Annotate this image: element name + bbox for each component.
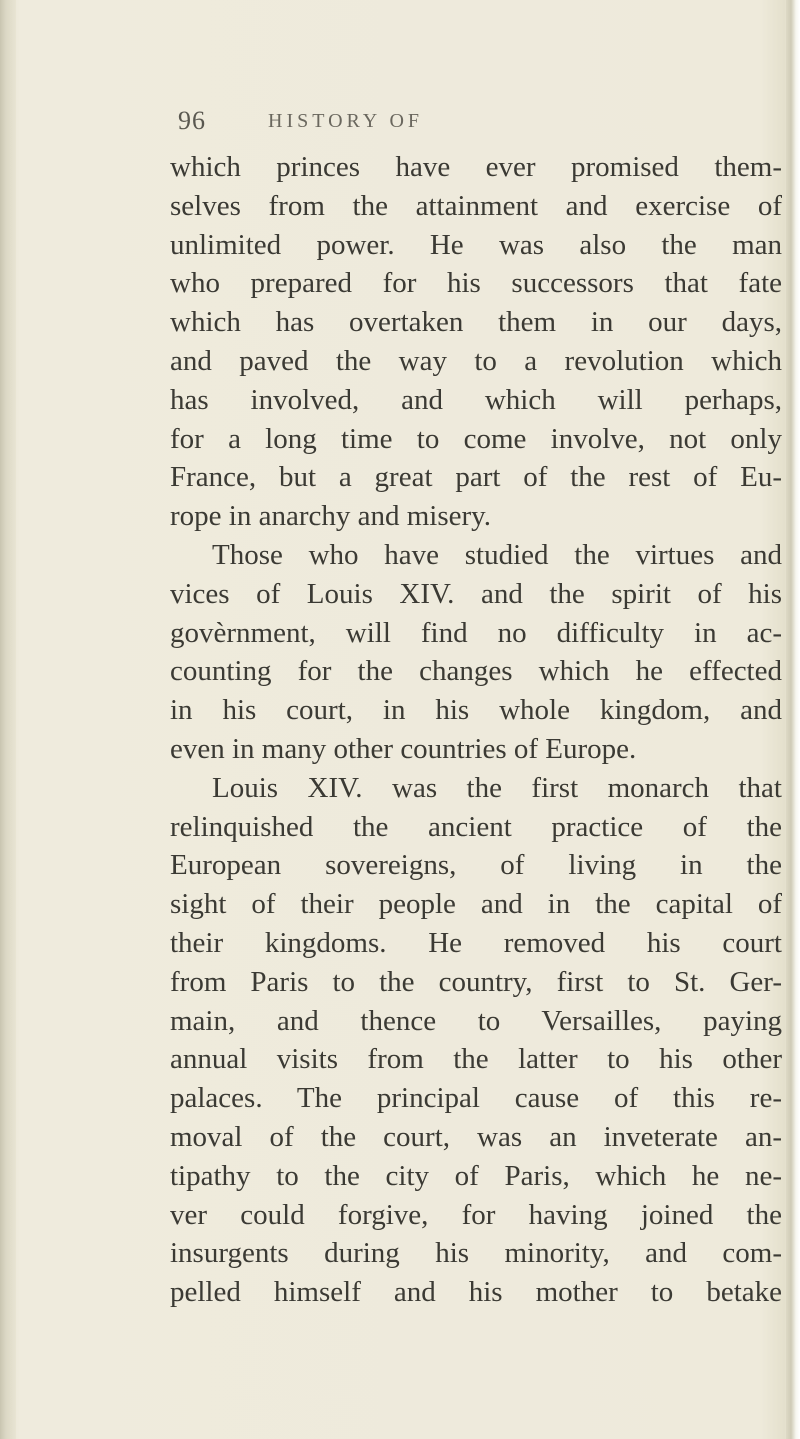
paragraph-start-line: Louis XIV. was the first monarch that — [212, 771, 782, 804]
text-line: has involved, and which will perhaps, — [170, 383, 782, 416]
text-line: from Paris to the country, first to St. Ger- — [170, 965, 782, 998]
text-line: France, but a great part of the rest of Eu- — [170, 461, 782, 494]
text-line: selves from the attainment and exercise of — [170, 189, 782, 222]
text-line: vices of Louis XIV. and the spirit of his — [170, 577, 782, 610]
body-text — [170, 148, 782, 1312]
text-line: tipathy to the city of Paris, which he ne- — [170, 1159, 782, 1192]
text-line: govèrnment, will find no difficulty in ac- — [170, 616, 782, 649]
text-line: European sovereigns, of living in the — [170, 849, 782, 882]
text-line: counting for the changes which he effected — [170, 655, 782, 688]
text-line: insurgents during his minority, and com- — [170, 1237, 782, 1270]
text-line: palaces. The principal cause of this re- — [170, 1082, 782, 1115]
text-line: rope in anarchy and misery. — [170, 500, 492, 533]
paragraph-start-line: Those who have studied the virtues and — [212, 538, 782, 571]
text-line: their kingdoms. He removed his court — [170, 926, 782, 959]
text-line: pelled himself and his mother to betake — [170, 1276, 782, 1309]
text-line: unlimited power. He was also the man — [170, 228, 782, 261]
page-header — [0, 106, 800, 146]
text-line: annual visits from the latter to his other — [170, 1043, 782, 1076]
text-line: relinquished the ancient practice of the — [170, 810, 782, 843]
page-edge-shadow — [786, 0, 800, 1439]
text-line: moval of the court, was an inveterate an- — [170, 1120, 782, 1153]
text-line: sight of their people and in the capital of — [170, 888, 782, 921]
text-line: for a long time to come involve, not only — [170, 422, 782, 455]
text-line: who prepared for his successors that fate — [170, 267, 782, 300]
text-line: main, and thence to Versailles, paying — [170, 1004, 782, 1037]
text-line: in his court, in his whole kingdom, and — [170, 694, 782, 727]
text-line: ver could forgive, for having joined the — [170, 1198, 782, 1231]
text-line: which has overtaken them in our days, — [170, 306, 782, 339]
page-gutter-shadow — [0, 0, 16, 1439]
text-line: and paved the way to a revolution which — [170, 344, 782, 377]
running-head: HISTORY OF — [268, 110, 424, 132]
page-number: 96 — [178, 106, 206, 135]
text-line: which princes have ever promised them- — [170, 151, 782, 183]
text-line: even in many other countries of Europe. — [170, 732, 637, 765]
